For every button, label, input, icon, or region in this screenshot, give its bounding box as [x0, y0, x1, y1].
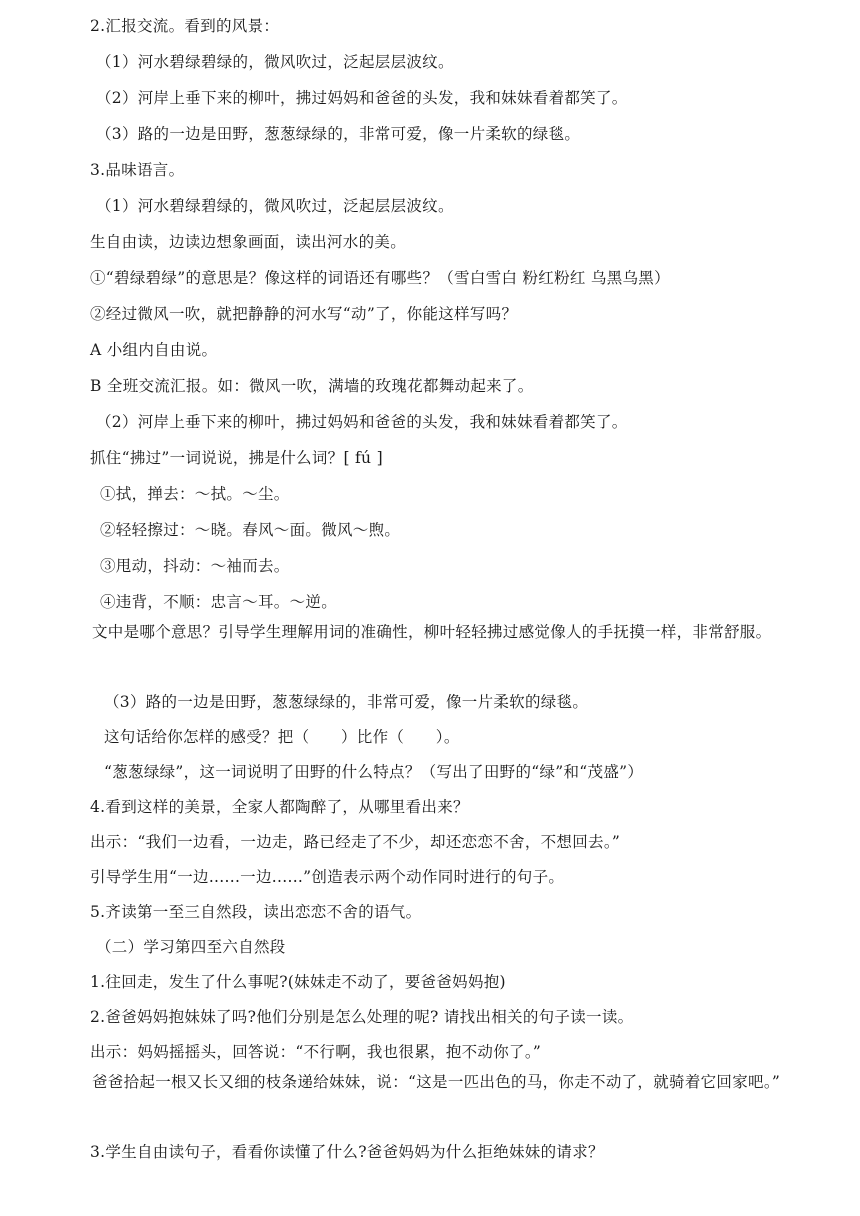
scenery-item-3: （3）路的一边是田野，葱葱绿绿的，非常可爱，像一片柔软的绿毯。	[96, 125, 581, 143]
display-quote: 爸爸拾起一根又长又细的枝条递给妹妹，说：“这是一匹出色的马，你走不动了，就骑着它回家吧。”	[92, 1073, 781, 1091]
language-item-3: （3）路的一边是田野，葱葱绿绿的，非常可爱，像一片柔软的绿毯。	[104, 693, 589, 711]
section-heading-report: 2.汇报交流。看到的风景：	[90, 17, 280, 35]
question-2: ②经过微风一吹，就把静静的河水写“动”了，你能这样写吗？	[90, 305, 518, 323]
paragraph-text: 生自由读，边读边想象画面，读出河水的美。	[90, 233, 407, 251]
display-quote: 出示：妈妈摇摇头，回答说：“不行啊，我也很累，抱不动你了。”	[90, 1043, 542, 1061]
definition-1: ①拭，掸去：～拭。～尘。	[100, 485, 290, 503]
fill-in-question: 这句话给你怎样的感受？把（ ）比作（ ）。	[104, 728, 460, 746]
paragraph-text: 引导学生用“一边......一边......”创造表示两个动作同时进行的句子。	[90, 868, 565, 886]
paragraph-text: 抓住“拂过”一词说说，拂是什么词？[ fú ]	[90, 449, 383, 467]
question-1: ①“碧绿碧绿”的意思是？像这样的词语还有哪些？（雪白雪白 粉红粉红 乌黑乌黑）	[90, 269, 670, 287]
question-text: 2.爸爸妈妈抱妹妹了吗?他们分别是怎么处理的呢? 请找出相关的句子读一读。	[90, 1008, 634, 1026]
section-heading-4: 4.看到这样的美景，全家人都陶醉了，从哪里看出来？	[90, 798, 469, 816]
definition-2: ②轻轻擦过：～晓。春风～面。微风～煦。	[100, 521, 401, 539]
section-heading-5: 5.齐读第一至三自然段，读出恋恋不舍的语气。	[90, 903, 422, 921]
definition-3: ③甩动，抖动：～袖而去。	[100, 557, 290, 575]
display-quote: 出示：“我们一边看，一边走，路已经走了不少，却还恋恋不舍，不想回去。”	[90, 833, 621, 851]
paragraph-text: 文中是哪个意思？引导学生理解用词的准确性，柳叶轻轻拂过感觉像人的手抚摸一样，非常舒服。	[92, 623, 772, 641]
section-heading-part-two: （二）学习第四至六自然段	[96, 938, 286, 956]
definition-4: ④违背，不顺：忠言～耳。～逆。	[100, 593, 338, 611]
language-item-1: （1）河水碧绿碧绿的，微风吹过，泛起层层波纹。	[96, 197, 454, 215]
scenery-item-2: （2）河岸上垂下来的柳叶，拂过妈妈和爸爸的头发，我和妹妹看着都笑了。	[96, 89, 628, 107]
question-text: “葱葱绿绿”，这一词说明了田野的什么特点？（写出了田野的“绿”和“茂盛”）	[104, 763, 644, 781]
question-text: 1.往回走，发生了什么事呢?(妹妹走不动了，要爸爸妈妈抱)	[90, 973, 506, 991]
scenery-item-1: （1）河水碧绿碧绿的，微风吹过，泛起层层波纹。	[96, 53, 454, 71]
section-heading-language: 3.品味语言。	[90, 161, 185, 179]
activity-a: A 小组内自由说。	[90, 341, 218, 359]
activity-b: B 全班交流汇报。如：微风一吹，满墙的玫瑰花都舞动起来了。	[90, 377, 534, 395]
language-item-2: （2）河岸上垂下来的柳叶，拂过妈妈和爸爸的头发，我和妹妹看着都笑了。	[96, 413, 628, 431]
question-text: 3.学生自由读句子，看看你读懂了什么?爸爸妈妈为什么拒绝妹妹的请求？	[90, 1143, 604, 1161]
